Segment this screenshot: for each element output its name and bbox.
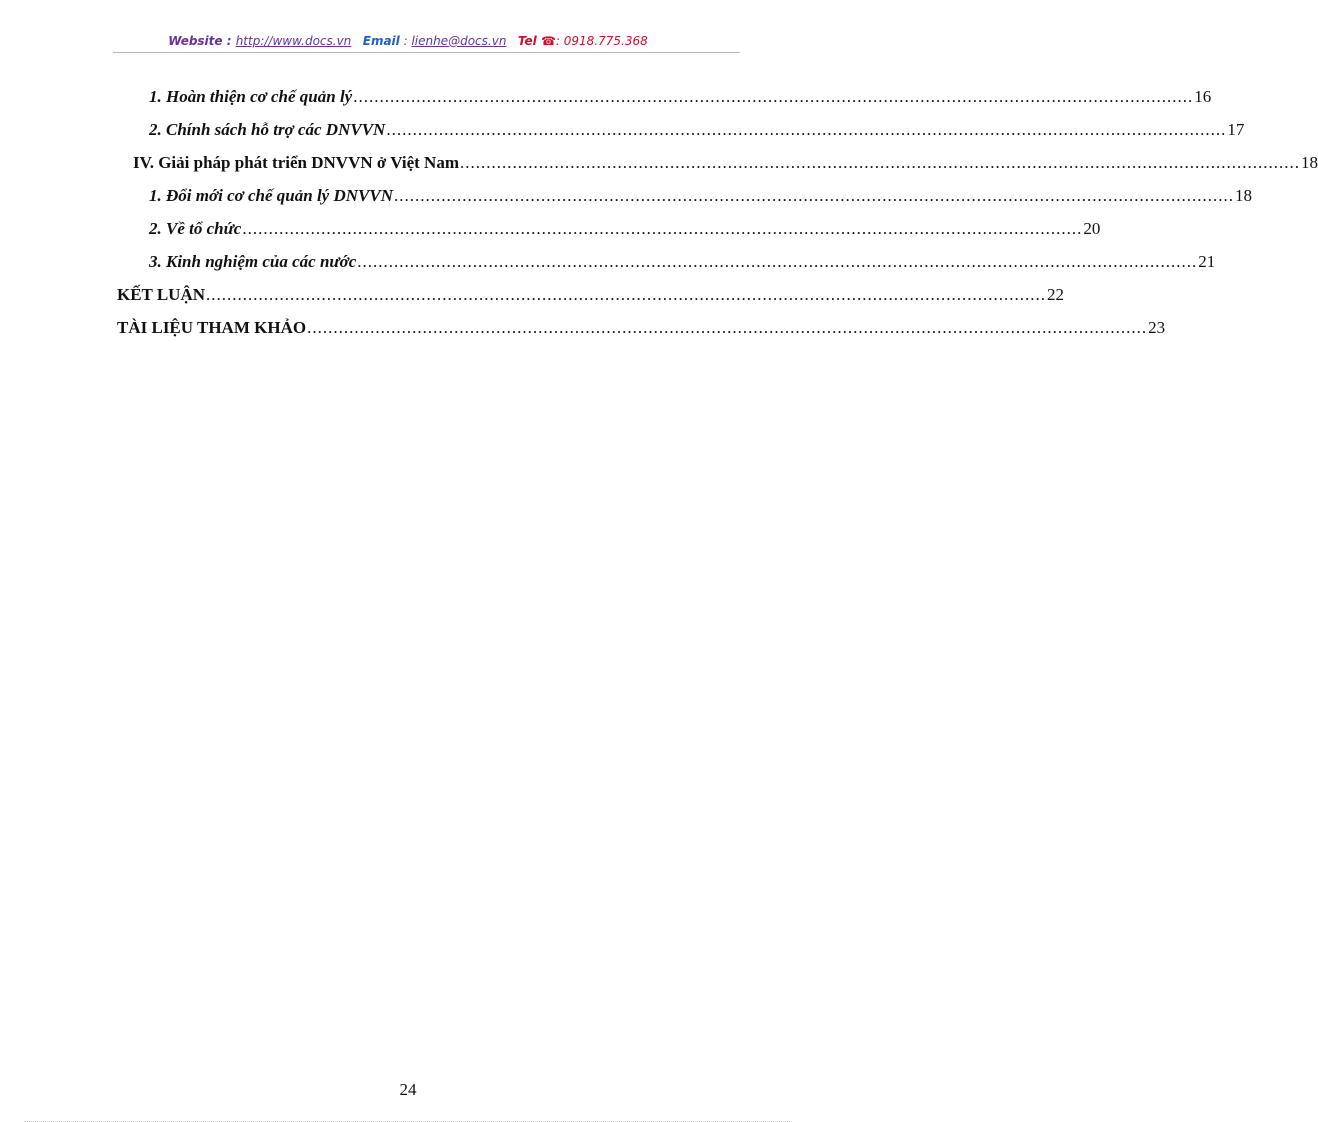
- toc-entry-title: KẾT LUẬN: [117, 285, 206, 304]
- page-number: 24: [399, 1080, 417, 1099]
- toc-entry[interactable]: [117, 317, 1166, 339]
- toc-entry-page: 18: [1301, 153, 1318, 172]
- toc-dot-leader: ................................................................................................................................................................: [307, 318, 1148, 337]
- email-separator: :: [399, 34, 412, 48]
- toc-entry-title: IV. Giải pháp phát triển DNVVN ở Việt Nam: [133, 153, 459, 172]
- toc-entry-page: 18: [1234, 186, 1252, 205]
- email-link[interactable]: lienhe@docs.vn: [411, 34, 507, 48]
- header-divider: [113, 52, 740, 53]
- website-link[interactable]: http://www.docs.vn: [235, 34, 352, 48]
- tel-number: : 0918.775.368: [555, 34, 648, 48]
- page-header: [0, 34, 816, 48]
- toc-entry-page: 17: [1227, 120, 1245, 139]
- toc-entry-page: 22: [1047, 285, 1065, 304]
- toc-entry-page: 20: [1083, 219, 1101, 238]
- toc-entry[interactable]: [149, 185, 1252, 207]
- toc-entry-title: 1. Hoàn thiện cơ chế quản lý: [149, 87, 353, 106]
- toc-entry-title: TÀI LIỆU THAM KHẢO: [117, 318, 307, 337]
- toc-entry-page: 21: [1198, 252, 1216, 271]
- email-label: Email: [362, 34, 400, 48]
- website-label: Website :: [168, 34, 236, 48]
- toc-dot-leader: ................................................................................................................................................................: [393, 186, 1234, 205]
- toc-dot-leader: ................................................................................................................................................................: [357, 252, 1198, 271]
- phone-icon: ☎: [540, 34, 556, 48]
- toc-entry[interactable]: [149, 218, 1101, 240]
- toc-dot-leader: ................................................................................................................................................................: [206, 285, 1047, 304]
- toc-entry[interactable]: [149, 119, 1245, 141]
- toc-dot-leader: ................................................................................................................................................................: [386, 120, 1227, 139]
- toc-entry[interactable]: [133, 152, 1318, 174]
- toc-entry-title: 1. Đổi mới cơ chế quản lý DNVVN: [149, 186, 393, 205]
- toc-entry-page: 16: [1194, 87, 1212, 106]
- tel-label: Tel: [517, 34, 541, 48]
- toc-entry[interactable]: [149, 251, 1216, 273]
- toc-entry[interactable]: [117, 284, 1065, 306]
- toc-entry-title: 2. Chính sách hỗ trợ các DNVVN: [149, 120, 386, 139]
- toc-dot-leader: ................................................................................................................................................................: [460, 153, 1300, 172]
- toc-entry-title: 3. Kinh nghiệm của các nước: [149, 252, 357, 271]
- toc-entry[interactable]: [149, 86, 1212, 108]
- toc-entry-title: 2. Về tổ chức: [149, 219, 242, 238]
- toc-dot-leader: ................................................................................................................................................................: [353, 87, 1194, 106]
- toc-dot-leader: ................................................................................................................................................................: [242, 219, 1083, 238]
- page-bottom-edge: [24, 1121, 792, 1122]
- toc-entry-page: 23: [1148, 318, 1166, 337]
